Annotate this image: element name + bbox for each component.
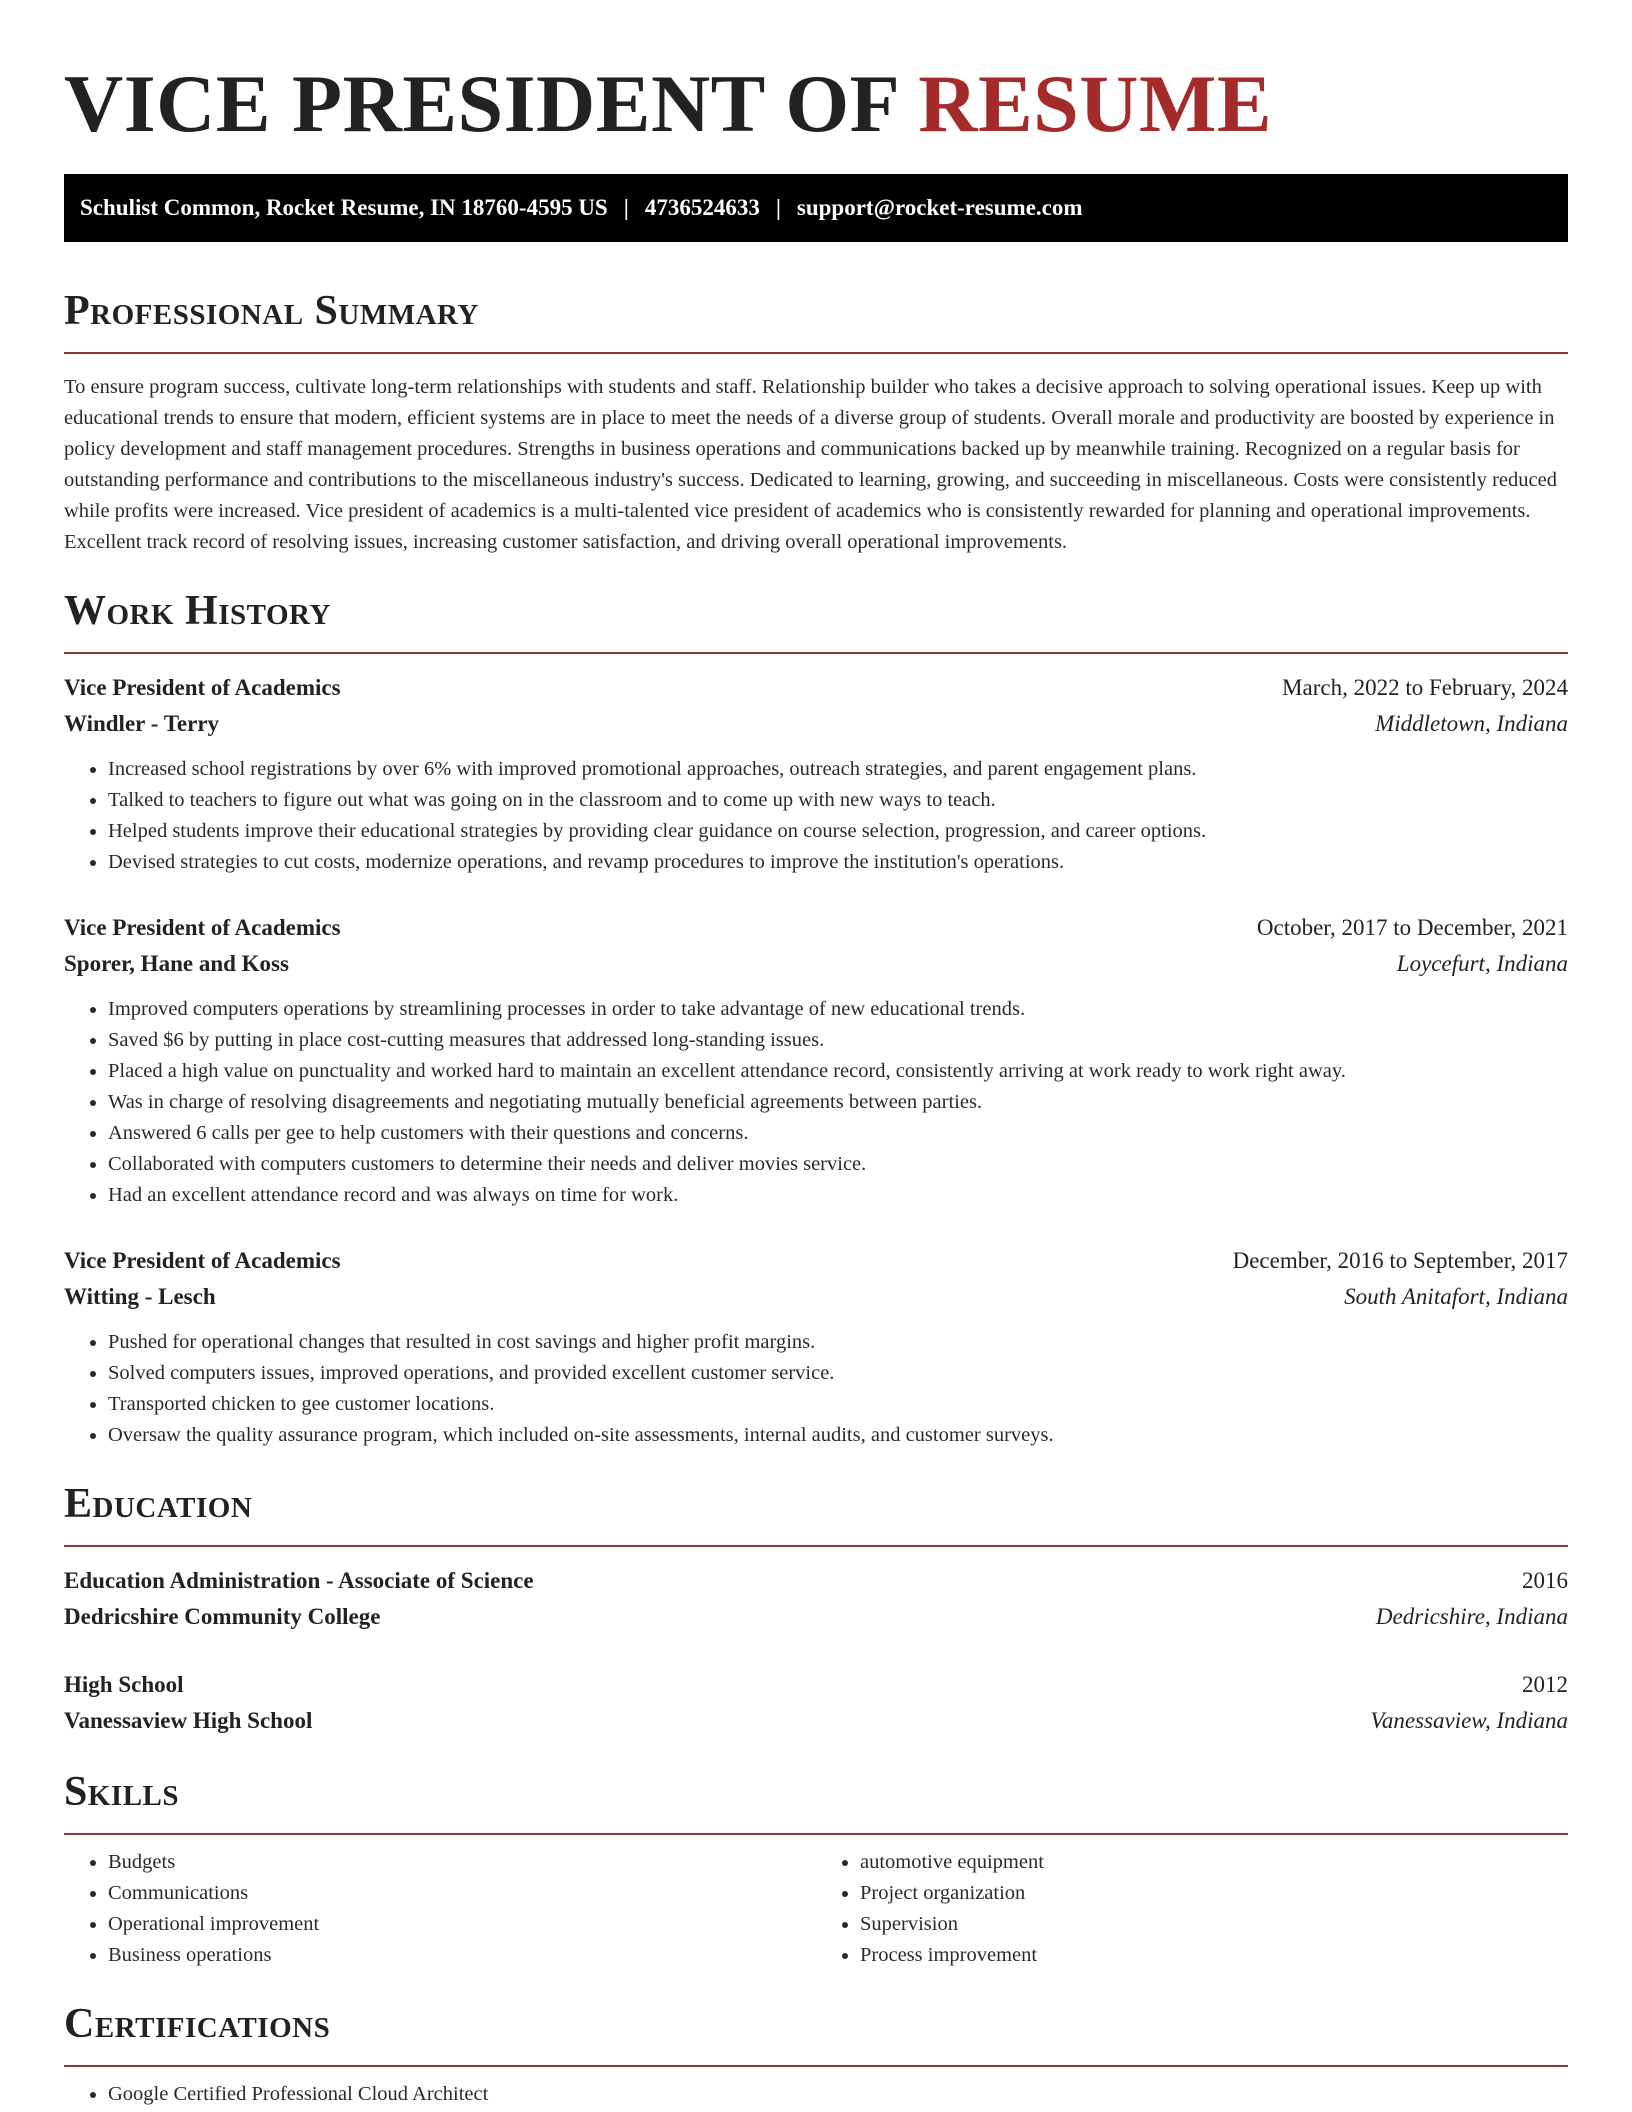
section-divider bbox=[64, 1545, 1568, 1547]
education-header-row bbox=[64, 1563, 1568, 1599]
job-header-row bbox=[64, 670, 1568, 706]
skills-grid bbox=[64, 1847, 1568, 1971]
education-entry bbox=[64, 1667, 1568, 1739]
list-item: • Pushed for operational changes that resulted in cost savings and higher profit margins. bbox=[108, 1327, 1568, 1358]
education-header-row bbox=[64, 1667, 1568, 1703]
section-divider bbox=[64, 652, 1568, 654]
job-location: Middletown, Indiana bbox=[1375, 711, 1568, 736]
skills-section bbox=[64, 1767, 1568, 1971]
summary-section bbox=[64, 286, 1568, 558]
job-location: Loycefurt, Indiana bbox=[1396, 951, 1568, 976]
list-item: • Talked to teachers to figure out what was going on in the classroom and to come up with new ways to teach. bbox=[108, 785, 1568, 816]
certifications-list bbox=[64, 2079, 1568, 2110]
skills-column-left bbox=[64, 1847, 816, 1971]
list-item: • Was in charge of resolving disagreements and negotiating mutually beneficial agreements between parties. bbox=[108, 1087, 1568, 1118]
list-item: • Saved $6 by putting in place cost-cutting measures that addressed long-standing issues. bbox=[108, 1025, 1568, 1056]
education-year: 2016 bbox=[1522, 1568, 1568, 1593]
summary-text: To ensure program success, cultivate long-term relationships with students and staff. Relationship builder who takes a decisive approach to solving operational issues. Keep up with educational trends to ensure that modern, efficient systems are in place to meet the needs of a diverse group of students. Overall morale and productivity are boosted by experience in policy development and staff management procedures. Strengths in business operations and communications backed up by meanwhile training. Recognized on a regular basis for outstanding performance and contributions to the miscellaneous industry's success. Dedicated to learning, growing, and succeeding in miscellaneous. Costs were consistently reduced while profits were increased. Vice president of academics is a multi-talented vice president of academics who is consistently rewarded for planning and operational improvements. Excellent track record of resolving issues, increasing customer satisfaction, and driving overall operational improvements. bbox=[64, 376, 1557, 553]
contact-separator: | bbox=[775, 195, 781, 220]
skill-item: • Operational improvement bbox=[108, 1909, 816, 1940]
list-item: • Increased school registrations by over 6% with improved promotional approaches, outreach strategies, and parent engagement plans. bbox=[108, 754, 1568, 785]
list-item: • Placed a high value on punctuality and worked hard to maintain an excellent attendance record, consistently arriving at work ready to work right away. bbox=[108, 1056, 1568, 1087]
section-title-education: Education bbox=[64, 1481, 253, 1527]
skill-item: • automotive equipment bbox=[860, 1847, 1568, 1878]
job-company-row bbox=[64, 946, 1568, 982]
contact-phone[interactable]: 4736524633 bbox=[644, 195, 760, 220]
education-year: 2012 bbox=[1522, 1672, 1568, 1697]
education-school-row bbox=[64, 1703, 1568, 1739]
section-divider bbox=[64, 2065, 1568, 2067]
job-entry bbox=[64, 670, 1568, 878]
job-position: Vice President of Academics bbox=[64, 1248, 341, 1273]
section-title-summary: Professional Summary bbox=[64, 288, 479, 334]
education-degree: High School bbox=[64, 1672, 184, 1697]
skill-item: • Communications bbox=[108, 1878, 816, 1909]
job-location: South Anitafort, Indiana bbox=[1344, 1284, 1568, 1309]
education-school: Dedricshire Community College bbox=[64, 1604, 381, 1629]
job-header-row bbox=[64, 910, 1568, 946]
education-section bbox=[64, 1479, 1568, 1739]
education-school-row bbox=[64, 1599, 1568, 1635]
certification-item: • Google Certified Professional Cloud Architect bbox=[108, 2079, 1568, 2110]
job-company-row bbox=[64, 706, 1568, 742]
list-item: • Improved computers operations by streamlining processes in order to take advantage of new educational trends. bbox=[108, 994, 1568, 1025]
education-school: Vanessaview High School bbox=[64, 1708, 313, 1733]
job-company: Witting - Lesch bbox=[64, 1284, 216, 1309]
education-location: Vanessaview, Indiana bbox=[1370, 1708, 1568, 1733]
education-degree: Education Administration - Associate of Science bbox=[64, 1568, 534, 1593]
skill-item: • Budgets bbox=[108, 1847, 816, 1878]
section-title-certifications: Certifications bbox=[64, 2001, 331, 2047]
skill-item: • Supervision bbox=[860, 1909, 1568, 1940]
list-item: • Transported chicken to gee customer locations. bbox=[108, 1389, 1568, 1420]
skill-item: • Business operations bbox=[108, 1940, 816, 1971]
job-dates: December, 2016 to September, 2017 bbox=[1232, 1248, 1568, 1273]
list-item: • Collaborated with computers customers to determine their needs and deliver movies service. bbox=[108, 1149, 1568, 1180]
contact-address: Schulist Common, Rocket Resume, IN 18760-4595 US bbox=[80, 195, 608, 220]
section-divider bbox=[64, 352, 1568, 354]
list-item: • Had an excellent attendance record and was always on time for work. bbox=[108, 1180, 1568, 1211]
certifications-section bbox=[64, 1999, 1568, 2110]
job-header-row bbox=[64, 1243, 1568, 1279]
contact-bar bbox=[64, 174, 1568, 242]
job-position: Vice President of Academics bbox=[64, 675, 341, 700]
resume-name bbox=[64, 0, 1568, 150]
skill-item: • Process improvement bbox=[860, 1940, 1568, 1971]
name-accent: RESUME bbox=[918, 58, 1273, 149]
job-company: Windler - Terry bbox=[64, 711, 220, 736]
education-entry bbox=[64, 1563, 1568, 1635]
job-company-row bbox=[64, 1279, 1568, 1315]
list-item: • Solved computers issues, improved operations, and provided excellent customer service. bbox=[108, 1358, 1568, 1389]
job-company: Sporer, Hane and Koss bbox=[64, 951, 289, 976]
section-title-work-history: Work History bbox=[64, 588, 331, 634]
job-entry bbox=[64, 910, 1568, 1211]
list-item: • Answered 6 calls per gee to help customers with their questions and concerns. bbox=[108, 1118, 1568, 1149]
job-position: Vice President of Academics bbox=[64, 915, 341, 940]
name-main: VICE PRESIDENT OF bbox=[64, 58, 898, 149]
job-entry bbox=[64, 1243, 1568, 1451]
list-item: • Oversaw the quality assurance program, which included on-site assessments, internal audits, and customer surveys. bbox=[108, 1420, 1568, 1451]
job-bullets bbox=[64, 754, 1568, 878]
job-dates: October, 2017 to December, 2021 bbox=[1256, 915, 1568, 940]
job-bullets bbox=[64, 994, 1568, 1211]
section-divider bbox=[64, 1833, 1568, 1835]
list-item: • Helped students improve their educational strategies by providing clear guidance on course selection, progression, and career options. bbox=[108, 816, 1568, 847]
job-dates: March, 2022 to February, 2024 bbox=[1282, 675, 1568, 700]
list-item: • Devised strategies to cut costs, modernize operations, and revamp procedures to improve the institution's operations. bbox=[108, 847, 1568, 878]
section-title-skills: Skills bbox=[64, 1769, 180, 1815]
contact-separator: | bbox=[623, 195, 629, 220]
contact-email[interactable]: support@rocket-resume.com bbox=[796, 195, 1083, 220]
work-history-section bbox=[64, 586, 1568, 1451]
skills-column-right bbox=[816, 1847, 1568, 1971]
education-location: Dedricshire, Indiana bbox=[1375, 1604, 1568, 1629]
job-bullets bbox=[64, 1327, 1568, 1451]
skill-item: • Project organization bbox=[860, 1878, 1568, 1909]
